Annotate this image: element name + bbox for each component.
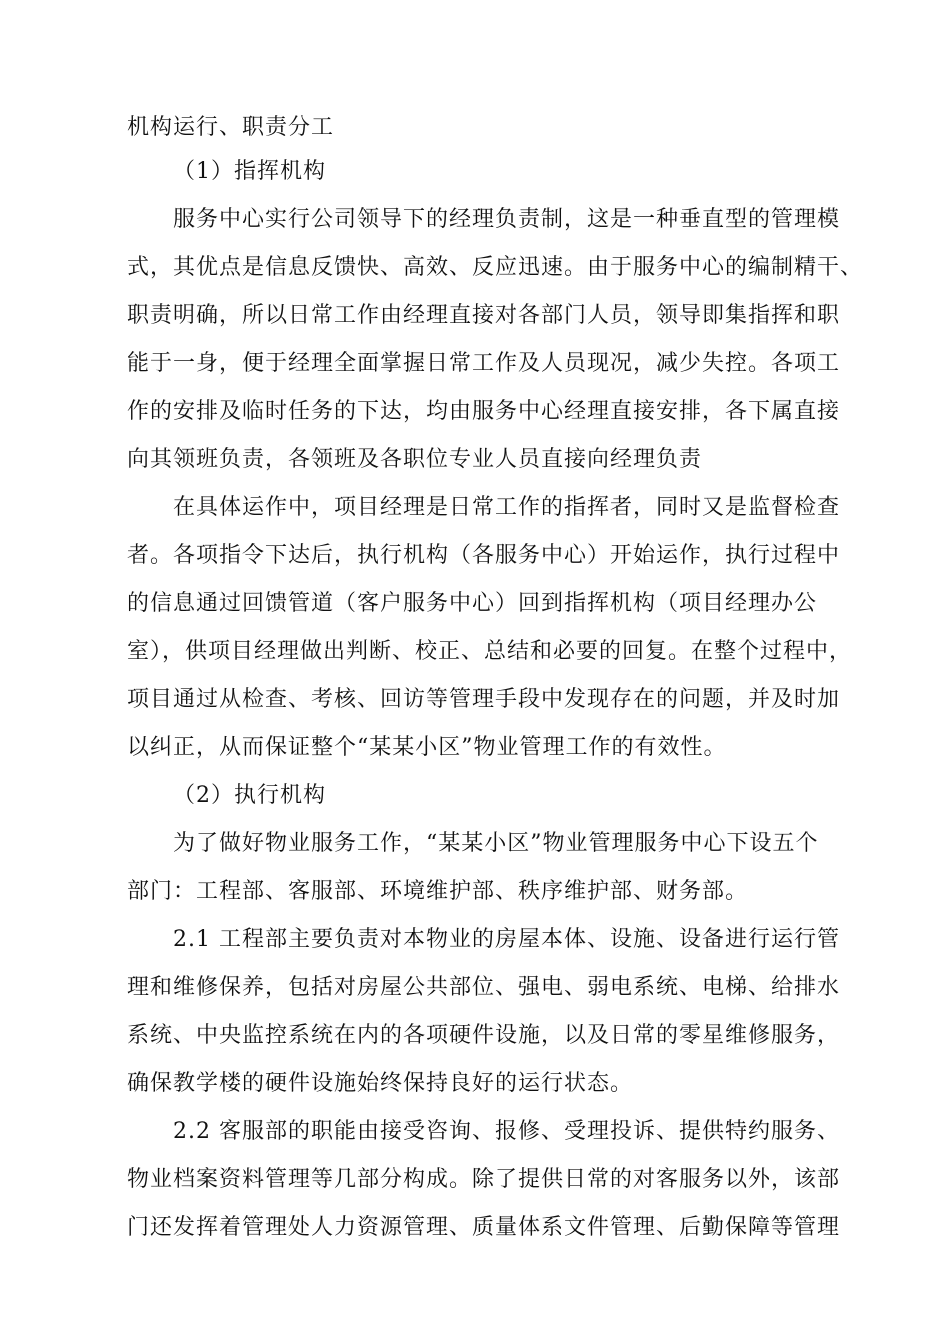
- paragraph-line: 理和维修保养，包括对房屋公共部位、强电、弱电系统、电梯、给排水: [127, 975, 841, 1000]
- paragraph-line: 以纠正，从而保证整个“某某小区”物业管理工作的有效性。: [127, 735, 727, 760]
- section-title-execution: （2）执行机构: [173, 783, 326, 808]
- paragraph-line: 式，其优点是信息反馈快、高效、反应迅速。由于服务中心的编制精干、: [127, 255, 864, 280]
- paragraph-line: 在具体运作中，项目经理是日常工作的指挥者，同时又是监督检查: [173, 495, 841, 520]
- paragraph-line: 门还发挥着管理处人力资源管理、质量体系文件管理、后勤保障等管理: [127, 1215, 841, 1240]
- paragraph-line: 职责明确，所以日常工作由经理直接对各部门人员，领导即集指挥和职: [127, 303, 841, 328]
- paragraph-line: 项目通过从检查、考核、回访等管理手段中发现存在的问题，并及时加: [127, 687, 841, 712]
- paragraph-line: 系统、中央监控系统在内的各项硬件设施，以及日常的零星维修服务，: [127, 1023, 841, 1048]
- paragraph-line: 服务中心实行公司领导下的经理负责制，这是一种垂直型的管理模: [173, 207, 841, 232]
- paragraph-line: 的信息通过回馈管道（客户服务中心）回到指挥机构（项目经理办公: [127, 591, 818, 616]
- paragraph-line: 确保教学楼的硬件设施始终保持良好的运行状态。: [127, 1071, 634, 1096]
- paragraph-line: 部门：工程部、客服部、环境维护部、秩序维护部、财务部。: [127, 879, 749, 904]
- paragraph-line: 为了做好物业服务工作，“某某小区”物业管理服务中心下设五个: [173, 831, 819, 856]
- paragraph-line: 2.1 工程部主要负责对本物业的房屋本体、设施、设备进行运行管: [173, 927, 840, 952]
- section-title-command: （1）指挥机构: [173, 159, 326, 184]
- paragraph-line: 作的安排及临时任务的下达，均由服务中心经理直接安排，各下属直接: [127, 399, 841, 424]
- paragraph-line: 2.2 客服部的职能由接受咨询、报修、受理投诉、提供特约服务、: [173, 1119, 840, 1144]
- paragraph-line: 能于一身，便于经理全面掌握日常工作及人员现况，减少失控。各项工: [127, 351, 841, 376]
- paragraph-line: 室），供项目经理做出判断、校正、总结和必要的回复。在整个过程中，: [127, 639, 853, 664]
- paragraph-line: 向其领班负责，各领班及各职位专业人员直接向经理负责: [127, 447, 703, 472]
- paragraph-line: 物业档案资料管理等几部分构成。除了提供日常的对客服务以外，该部: [127, 1167, 841, 1192]
- paragraph-line: 者。各项指令下达后，执行机构（各服务中心）开始运作，执行过程中: [127, 543, 841, 568]
- heading: 机构运行、职责分工: [127, 115, 335, 140]
